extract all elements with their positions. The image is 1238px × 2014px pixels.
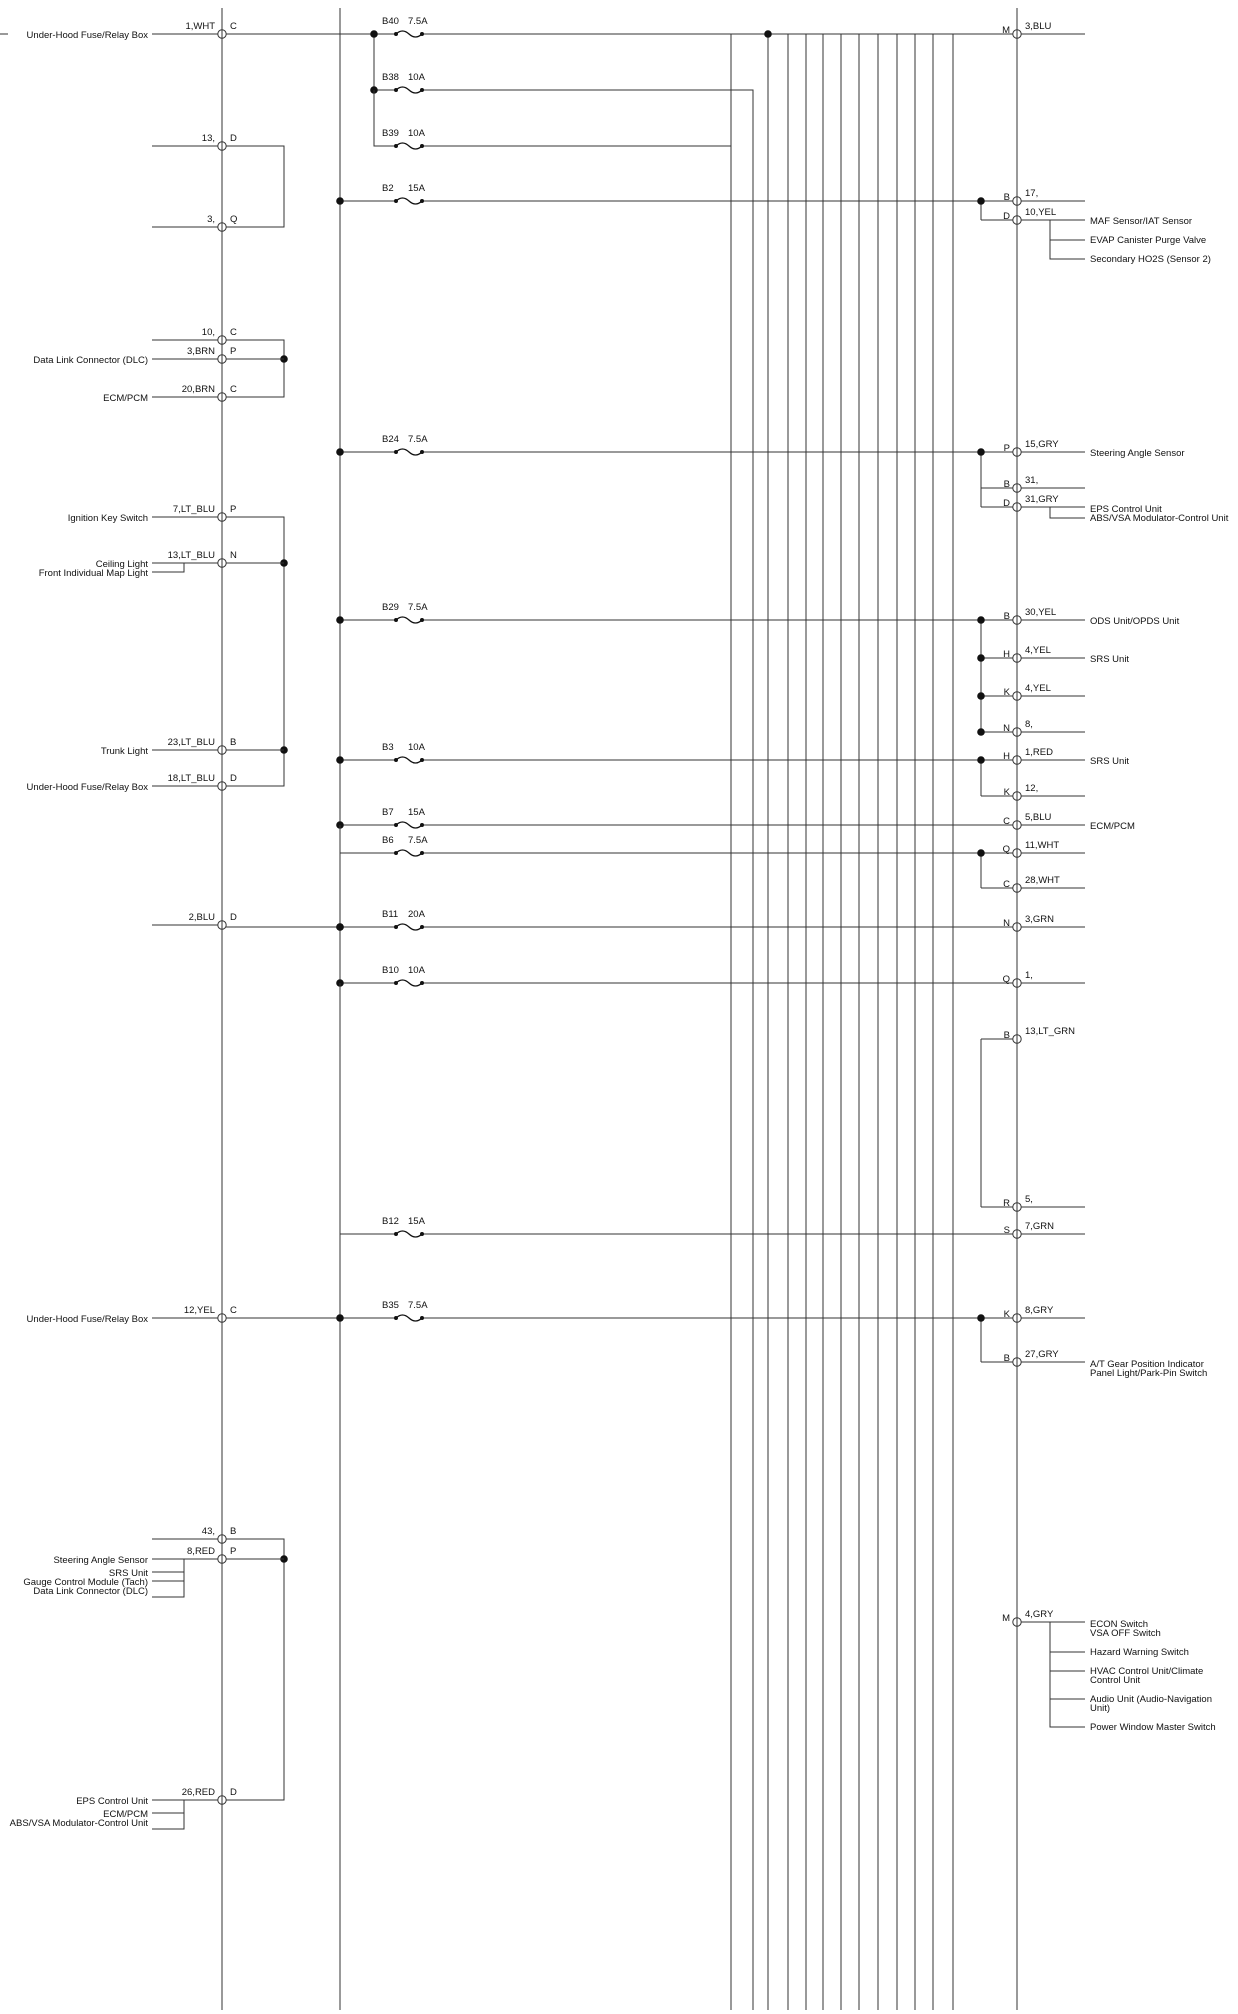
connector-terminal xyxy=(1013,728,1021,736)
connector-terminal xyxy=(1013,654,1021,662)
fuse-amperage: 7.5A xyxy=(408,1300,428,1311)
left-pin-text: 3, xyxy=(207,214,215,225)
fuse-amperage: 7.5A xyxy=(408,16,428,27)
right-pin-text: 15,GRY xyxy=(1025,439,1059,450)
fuse-terminal xyxy=(420,88,424,92)
fuse-terminal xyxy=(420,618,424,622)
branch-wire xyxy=(152,1559,184,1597)
fuse-terminal xyxy=(394,925,398,929)
fuse-terminal xyxy=(394,1316,398,1320)
right-pin-text: 28,WHT xyxy=(1025,875,1060,886)
fuse-terminal xyxy=(394,450,398,454)
connector-terminal xyxy=(218,746,226,754)
connector-terminal xyxy=(218,1535,226,1543)
left-component-sublabel: ECM/PCM xyxy=(103,1809,148,1820)
connector-terminal xyxy=(218,223,226,231)
fuse-terminal xyxy=(394,618,398,622)
right-connector-letter: D xyxy=(1003,498,1010,509)
right-component-label: Secondary HO2S (Sensor 2) xyxy=(1090,254,1211,265)
fuse-terminal xyxy=(394,1232,398,1236)
left-connector-letter: C xyxy=(230,384,237,395)
fuse-amperage: 7.5A xyxy=(408,835,428,846)
left-connector-letter: C xyxy=(230,21,237,32)
right-pin-text: 1,RED xyxy=(1025,747,1053,758)
left-component-label: Ignition Key Switch xyxy=(67,513,148,524)
fuse-terminal xyxy=(420,758,424,762)
left-component-label: Under-Hood Fuse/Relay Box xyxy=(26,1314,148,1325)
b38-out xyxy=(422,90,753,2010)
right-connector-letter: N xyxy=(1003,918,1010,929)
left-connector-letter: D xyxy=(230,133,237,144)
fuse-name: B2 xyxy=(382,183,394,194)
left-component-sublabel: Gauge Control Module (Tach) xyxy=(23,1577,148,1588)
fuse-symbol xyxy=(396,198,422,204)
connector-terminal xyxy=(218,30,226,38)
b12-feed xyxy=(340,983,396,1234)
connector-terminal xyxy=(1013,792,1021,800)
right-component-label: Unit) xyxy=(1090,1703,1111,1714)
fuse-terminal xyxy=(420,925,424,929)
left-pin-text: 12,YEL xyxy=(183,1305,215,1316)
junction-dot xyxy=(336,197,344,205)
right-pin-text: 5,BLU xyxy=(1025,812,1052,823)
right-connector-letter: B xyxy=(1003,1030,1010,1041)
fuse-symbol xyxy=(396,1315,422,1321)
fuse-symbol xyxy=(396,449,422,455)
fuse-terminal xyxy=(420,1232,424,1236)
fuse-name: B7 xyxy=(382,807,394,818)
junction-dot xyxy=(764,30,772,38)
branch-wire xyxy=(1050,507,1085,518)
right-component-label: Power Window Master Switch xyxy=(1090,1722,1216,1733)
connector-terminal xyxy=(1013,30,1021,38)
fuse-amperage: 10A xyxy=(408,72,425,83)
fuse-terminal xyxy=(420,1316,424,1320)
junction-dot xyxy=(336,1314,344,1322)
fuse-symbol xyxy=(396,1231,422,1237)
fuse-terminal xyxy=(420,851,424,855)
connector-terminal xyxy=(1013,849,1021,857)
right-connector-letter: M xyxy=(1002,1613,1010,1624)
branch-wire xyxy=(152,1800,184,1829)
right-connector-letter: Q xyxy=(1002,974,1010,985)
left-connector-letter: P xyxy=(230,346,237,357)
fuse-terminal xyxy=(420,450,424,454)
connector-terminal xyxy=(218,1555,226,1563)
connector-terminal xyxy=(218,559,226,567)
left-connector-letter: B xyxy=(230,1526,237,1537)
right-connector-letter: R xyxy=(1003,1198,1010,1209)
fuse-terminal xyxy=(420,199,424,203)
right-pin-text: 12, xyxy=(1025,783,1039,794)
fuse-name: B29 xyxy=(382,602,399,613)
left-component-sublabel: Data Link Connector (DLC) xyxy=(33,1586,148,1597)
right-pin-text: 31,GRY xyxy=(1025,494,1059,505)
connector-terminal xyxy=(218,921,226,929)
right-pin-text: 17, xyxy=(1025,188,1039,199)
right-component-label: EPS Control Unit xyxy=(1090,504,1162,515)
left-component-sublabel: ABS/VSA Modulator-Control Unit xyxy=(9,1818,148,1829)
left-pin-text: 10, xyxy=(201,327,215,338)
junction-dot xyxy=(977,728,985,736)
right-pin-text: 8,GRY xyxy=(1025,1305,1054,1316)
connector-terminal xyxy=(218,1314,226,1322)
connector-terminal xyxy=(1013,1314,1021,1322)
right-connector-letter: B xyxy=(1003,611,1010,622)
fuse-amperage: 7.5A xyxy=(408,602,428,613)
right-pin-text: 11,WHT xyxy=(1025,840,1060,851)
junction-dot xyxy=(370,30,378,38)
left-component-sublabel: SRS Unit xyxy=(108,1568,148,1579)
junction-dot xyxy=(336,448,344,456)
left-pin-text: 7,LT_BLU xyxy=(172,504,215,515)
right-connector-letter: D xyxy=(1003,211,1010,222)
fuse-amperage: 20A xyxy=(408,909,425,920)
connector-terminal xyxy=(218,336,226,344)
left-component-label: Data Link Connector (DLC) xyxy=(33,355,148,366)
junction-dot xyxy=(336,756,344,764)
fuse-amperage: 7.5A xyxy=(408,434,428,445)
left-pin-text: 13,LT_BLU xyxy=(167,550,215,561)
connector-terminal xyxy=(218,142,226,150)
right-pin-text: 13,LT_GRN xyxy=(1025,1026,1075,1037)
left-component-label: Front Individual Map Light xyxy=(38,568,148,579)
connector-terminal xyxy=(218,393,226,401)
connector-terminal xyxy=(1013,923,1021,931)
connector-terminal xyxy=(1013,1035,1021,1043)
fuse-symbol xyxy=(396,87,422,93)
left-pin-text: 1,WHT xyxy=(185,21,215,32)
junction-dot xyxy=(977,692,985,700)
junction-dot xyxy=(977,654,985,662)
right-component-label: SRS Unit xyxy=(1090,756,1130,767)
right-pin-text: 3,GRN xyxy=(1025,914,1055,925)
right-connector-letter: B xyxy=(1003,192,1010,203)
left-connector-letter: B xyxy=(230,737,237,748)
right-connector-letter: K xyxy=(1003,1309,1010,1320)
connector-terminal xyxy=(218,513,226,521)
right-connector-letter: K xyxy=(1003,687,1010,698)
right-pin-text: 5, xyxy=(1025,1194,1033,1205)
connector-terminal xyxy=(1013,1230,1021,1238)
fuse-name: B6 xyxy=(382,835,394,846)
right-component-label: A/T Gear Position Indicator xyxy=(1090,1359,1204,1370)
branch-wire xyxy=(1050,1622,1085,1727)
right-label-group xyxy=(1090,216,1229,1733)
junction-dot xyxy=(977,448,985,456)
left-connector-letter: D xyxy=(230,912,237,923)
connector-terminal xyxy=(1013,884,1021,892)
connector-terminal xyxy=(218,782,226,790)
fuse-symbol xyxy=(396,850,422,856)
fuse-name: B10 xyxy=(382,965,399,976)
fuse-group xyxy=(382,16,428,1321)
right-connector-letter: C xyxy=(1003,816,1010,827)
left-connector-letter: P xyxy=(230,504,237,515)
right-pin-text: 30,YEL xyxy=(1025,607,1057,618)
right-component-label: MAF Sensor/IAT Sensor xyxy=(1090,216,1193,227)
connector-terminal xyxy=(1013,979,1021,987)
connector-terminal xyxy=(1013,484,1021,492)
right-connector-letter: Q xyxy=(1002,844,1010,855)
right-pin-text: 8, xyxy=(1025,719,1033,730)
fuse-name: B40 xyxy=(382,16,399,27)
right-component-label: SRS Unit xyxy=(1090,654,1130,665)
right-component-label: HVAC Control Unit/Climate xyxy=(1090,1666,1204,1677)
fuse-terminal xyxy=(394,199,398,203)
junction-dot xyxy=(977,616,985,624)
fuse-name: B35 xyxy=(382,1300,399,1311)
left-component-label: ECM/PCM xyxy=(103,393,148,404)
left-pin-text: 2,BLU xyxy=(188,912,215,923)
right-component-label: Audio Unit (Audio-Navigation xyxy=(1090,1694,1212,1705)
fuse-amperage: 10A xyxy=(408,965,425,976)
fuse-symbol xyxy=(396,924,422,930)
left-component-label: EPS Control Unit xyxy=(76,1796,148,1807)
right-pin-text: 4,GRY xyxy=(1025,1609,1054,1620)
connector-terminal xyxy=(1013,216,1021,224)
fuse-symbol xyxy=(396,822,422,828)
left-connector-letter: P xyxy=(230,1546,237,1557)
connector-terminal xyxy=(1013,756,1021,764)
right-component-label: Hazard Warning Switch xyxy=(1090,1647,1189,1658)
right-pin-text: 27,GRY xyxy=(1025,1349,1059,1360)
left-pin-text: 26,RED xyxy=(181,1787,215,1798)
right-pin-text: 10,YEL xyxy=(1025,207,1057,218)
left-pin-text: 20,BRN xyxy=(181,384,215,395)
left-pin-text: 8,RED xyxy=(187,1546,215,1557)
fuse-amperage: 15A xyxy=(408,1216,425,1227)
right-pin-text: 7,GRN xyxy=(1025,1221,1055,1232)
right-component-label: VSA OFF Switch xyxy=(1090,1628,1161,1639)
left-loop xyxy=(222,1539,284,1800)
left-pin-text: 18,LT_BLU xyxy=(167,773,215,784)
fuse-terminal xyxy=(420,32,424,36)
left-connector-letter: C xyxy=(230,327,237,338)
connector-terminal xyxy=(1013,503,1021,511)
right-connector-letter: M xyxy=(1002,25,1010,36)
fuse-name: B24 xyxy=(382,434,399,445)
right-connector-letter: H xyxy=(1003,751,1010,762)
right-component-label: ECM/PCM xyxy=(1090,821,1135,832)
connector-terminal xyxy=(1013,1618,1021,1626)
left-component-label: Ceiling Light xyxy=(95,559,148,570)
fuse-terminal xyxy=(394,32,398,36)
fuse-symbol xyxy=(396,980,422,986)
fuse-terminal xyxy=(420,144,424,148)
left-connector-letter: Q xyxy=(230,214,238,225)
left-pin-text: 3,BRN xyxy=(187,346,215,357)
right-pin-text: 4,YEL xyxy=(1025,683,1051,694)
left-component-label: Under-Hood Fuse/Relay Box xyxy=(26,30,148,41)
left-component-label: Trunk Light xyxy=(100,746,148,757)
branch-wire xyxy=(152,563,184,572)
right-component-label: Panel Light/Park-Pin Switch xyxy=(1090,1368,1208,1379)
left-pin-text: 23,LT_BLU xyxy=(167,737,215,748)
fuse-amperage: 10A xyxy=(408,742,425,753)
left-component-label: Steering Angle Sensor xyxy=(53,1555,148,1566)
fuse-name: B12 xyxy=(382,1216,399,1227)
left-pin-text: 13, xyxy=(201,133,215,144)
fuse-terminal xyxy=(394,758,398,762)
right-connector-letter: B xyxy=(1003,479,1010,490)
fuse-terminal xyxy=(394,981,398,985)
fuse-terminal xyxy=(420,981,424,985)
fuse-terminal xyxy=(394,823,398,827)
connector-terminal xyxy=(1013,821,1021,829)
fuse-amperage: 15A xyxy=(408,183,425,194)
right-pin-text: 3,BLU xyxy=(1025,21,1052,32)
left-connector-letter: C xyxy=(230,1305,237,1316)
right-connector-letter: P xyxy=(1003,443,1010,454)
right-connector-letter: B xyxy=(1003,1353,1010,1364)
junction-dot xyxy=(977,197,985,205)
left-connector-letter: D xyxy=(230,773,237,784)
fuse-symbol xyxy=(396,143,422,149)
fuse-name: B39 xyxy=(382,128,399,139)
fuse-terminal xyxy=(394,88,398,92)
connector-terminal xyxy=(1013,1203,1021,1211)
fuse-terminal xyxy=(420,823,424,827)
junction-dot xyxy=(336,616,344,624)
fuse-name: B3 xyxy=(382,742,394,753)
junction-dot xyxy=(977,1314,985,1322)
fuse-symbol xyxy=(396,757,422,763)
right-component-label: EVAP Canister Purge Valve xyxy=(1090,235,1207,246)
connector-terminal xyxy=(1013,448,1021,456)
fuse-symbol xyxy=(396,31,422,37)
left-component-label: Under-Hood Fuse/Relay Box xyxy=(26,782,148,793)
fuse-amperage: 15A xyxy=(408,807,425,818)
right-component-label: Steering Angle Sensor xyxy=(1090,448,1185,459)
right-connector-letter: C xyxy=(1003,879,1010,890)
left-connector-letter: N xyxy=(230,550,237,561)
junction-dot xyxy=(336,923,344,931)
fuse-terminal xyxy=(394,144,398,148)
right-connector-group xyxy=(1002,21,1075,1626)
connector-terminal xyxy=(1013,616,1021,624)
right-connector-letter: H xyxy=(1003,649,1010,660)
right-component-label: Control Unit xyxy=(1090,1675,1141,1686)
junction-dot xyxy=(977,849,985,857)
static-wiring xyxy=(0,8,1085,2010)
connector-terminal xyxy=(218,355,226,363)
right-pin-text: 1, xyxy=(1025,970,1033,981)
right-component-label: ODS Unit/OPDS Unit xyxy=(1090,616,1180,627)
connector-terminal xyxy=(218,1796,226,1804)
right-connector-letter: S xyxy=(1003,1225,1010,1236)
right-pin-text: 4,YEL xyxy=(1025,645,1051,656)
left-connector-letter: D xyxy=(230,1787,237,1798)
right-component-label: ABS/VSA Modulator-Control Unit xyxy=(1090,513,1229,524)
left-pin-text: 43, xyxy=(201,1526,215,1537)
connector-terminal xyxy=(1013,1358,1021,1366)
fuse-symbol xyxy=(396,617,422,623)
right-pin-text: 31, xyxy=(1025,475,1039,486)
fuse-amperage: 10A xyxy=(408,128,425,139)
fuse-name: B11 xyxy=(382,909,399,920)
right-connector-letter: N xyxy=(1003,723,1010,734)
junction-dot xyxy=(977,756,985,764)
connector-terminal xyxy=(1013,692,1021,700)
fuse-terminal xyxy=(394,851,398,855)
right-component-label: ECON Switch xyxy=(1090,1619,1149,1630)
fuse-name: B38 xyxy=(382,72,399,83)
right-connector-letter: K xyxy=(1003,787,1010,798)
connector-terminal xyxy=(1013,197,1021,205)
